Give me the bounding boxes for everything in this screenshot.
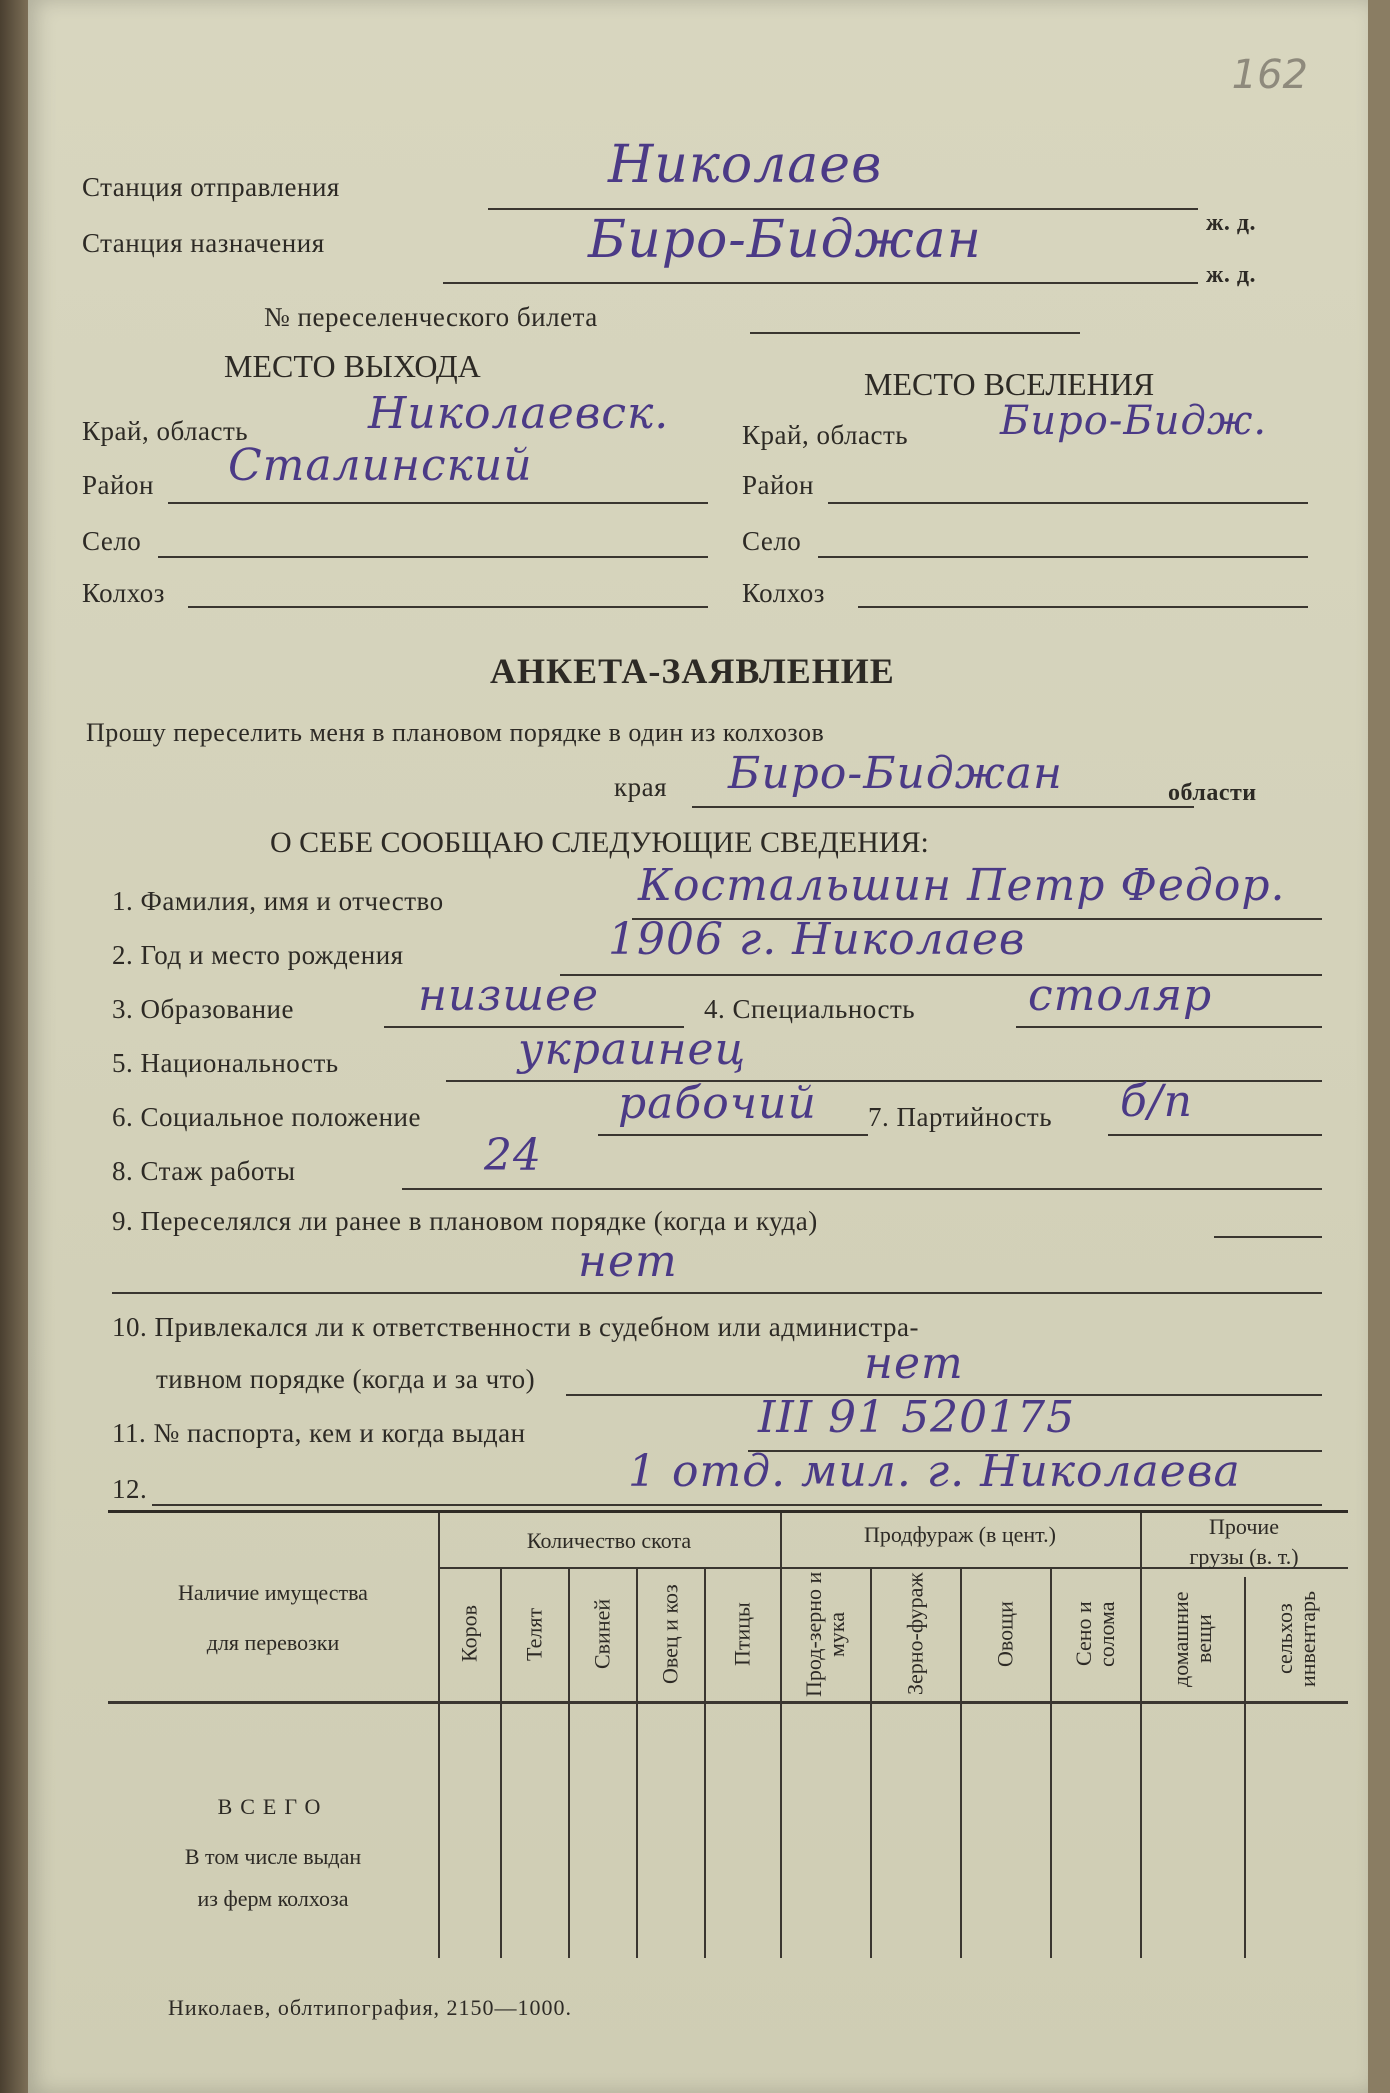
q12-line bbox=[152, 1504, 1322, 1506]
q9-value: нет bbox=[578, 1236, 678, 1287]
destination-value: Биро-Биджан bbox=[588, 210, 982, 270]
request-value: Биро-Биджан bbox=[728, 748, 1063, 799]
q10-label-line1: 10. Привлекался ли к ответственности в судебном или администра- bbox=[112, 1312, 919, 1342]
origin-region-value: Николаевск. bbox=[368, 388, 670, 439]
q6-value: рабочий bbox=[618, 1078, 817, 1129]
q6-line bbox=[598, 1134, 868, 1136]
q1-value: Костальшин Петр Федор. bbox=[638, 860, 1286, 911]
col-agri: сельхоз инвентарь bbox=[1271, 1590, 1320, 1688]
settlement-village-line bbox=[818, 556, 1308, 558]
total-label: ВСЕГО bbox=[217, 1794, 329, 1819]
q12-value: 1 отд. мил. г. Николаева bbox=[628, 1446, 1241, 1497]
print-footer: Николаев, облтипография, 2150—1000. bbox=[168, 1995, 573, 2020]
q4-value: столяр bbox=[1028, 970, 1213, 1021]
q9-label: 9. Переселялся ли ранее в плановом порядке (когда и куда) bbox=[112, 1206, 818, 1236]
q5-value: украинец bbox=[518, 1024, 747, 1075]
ticket-label: № переселенческого билета bbox=[264, 302, 598, 332]
q6-label: 6. Социальное положение bbox=[112, 1102, 421, 1132]
settlement-kolkhoz-line bbox=[858, 606, 1308, 608]
origin-heading: МЕСТО ВЫХОДА bbox=[224, 348, 481, 384]
col-calves: Телят bbox=[521, 1607, 547, 1661]
q7-value: б/п bbox=[1120, 1076, 1194, 1127]
q11-value: III 91 520175 bbox=[758, 1392, 1076, 1443]
col-birds: Птицы bbox=[729, 1602, 755, 1666]
form-title: АНКЕТА-ЗАЯВЛЕНИЕ bbox=[490, 651, 895, 691]
col-pigs: Свиней bbox=[589, 1598, 615, 1670]
origin-district-label: Район bbox=[82, 470, 154, 500]
origin-district-value: Сталинский bbox=[228, 440, 533, 491]
including-line1: В том числе выдан bbox=[184, 1844, 362, 1869]
row-label-line1: Наличие имущества bbox=[178, 1580, 368, 1605]
row-label-line2: для перевозки bbox=[206, 1630, 340, 1655]
group-other-line1: Прочие bbox=[1209, 1514, 1279, 1539]
request-oblast: области bbox=[1168, 780, 1257, 806]
q9-line-2 bbox=[112, 1292, 1322, 1294]
settlement-region-value: Биро-Бидж. bbox=[1000, 398, 1268, 444]
col-vegetables: Овощи bbox=[992, 1601, 1018, 1667]
settlement-heading: МЕСТО ВСЕЛЕНИЯ bbox=[864, 366, 1155, 402]
q7-line bbox=[1108, 1134, 1322, 1136]
group-other-line2: грузы (в. т.) bbox=[1189, 1544, 1299, 1569]
ticket-line bbox=[750, 332, 1080, 334]
request-line-1: Прошу переселить меня в плановом порядке в один из колхозов bbox=[86, 718, 825, 747]
including-line2: из ферм колхоза bbox=[197, 1886, 349, 1911]
q2-value: 1906 г. Николаев bbox=[608, 914, 1026, 965]
q3-label: 3. Образование bbox=[112, 994, 294, 1024]
page-number: 162 bbox=[1231, 52, 1308, 98]
settlement-district-line bbox=[828, 502, 1308, 504]
q2-label: 2. Год и место рождения bbox=[112, 940, 404, 970]
destination-suffix: ж. д. bbox=[1206, 262, 1257, 288]
destination-line bbox=[443, 282, 1198, 284]
settlement-kolkhoz-label: Колхоз bbox=[742, 578, 825, 608]
request-kray: края bbox=[614, 772, 668, 802]
book-binding bbox=[0, 0, 28, 2093]
q3-value: низшее bbox=[418, 970, 600, 1021]
settlement-district-label: Район bbox=[742, 470, 814, 500]
origin-kolkhoz-line bbox=[188, 606, 708, 608]
q9-line-1 bbox=[1214, 1236, 1322, 1238]
q8-label: 8. Стаж работы bbox=[112, 1156, 296, 1186]
group-livestock: Количество скота bbox=[526, 1528, 692, 1553]
col-hay: Сено и солома bbox=[1070, 1601, 1119, 1667]
q10-label-line2: тивном порядке (когда и за что) bbox=[156, 1364, 536, 1394]
settlement-region-label: Край, область bbox=[742, 420, 909, 450]
col-cows: Коров bbox=[456, 1605, 482, 1663]
col-forage: Зерно-фураж bbox=[902, 1572, 928, 1696]
section-heading: О СЕБЕ СООБЩАЮ СЛЕДУЮЩИЕ СВЕДЕНИЯ: bbox=[270, 826, 929, 859]
settlement-village-label: Село bbox=[742, 526, 802, 556]
origin-village-line bbox=[158, 556, 708, 558]
col-household: домашние вещи bbox=[1167, 1591, 1216, 1687]
q7-label: 7. Партийность bbox=[868, 1102, 1053, 1132]
origin-village-label: Село bbox=[82, 526, 142, 556]
q8-line bbox=[402, 1188, 1322, 1190]
departure-value: Николаев bbox=[608, 135, 883, 195]
group-fodder: Продфураж (в цент.) bbox=[864, 1522, 1056, 1547]
departure-label: Станция отправления bbox=[82, 172, 340, 202]
q10-value: нет bbox=[864, 1338, 964, 1389]
q11-label: 11. № паспорта, кем и когда выдан bbox=[112, 1418, 526, 1448]
origin-region-label: Край, область bbox=[82, 416, 249, 446]
col-grain: Прод-зерно и мука bbox=[800, 1571, 849, 1697]
origin-kolkhoz-label: Колхоз bbox=[82, 578, 165, 608]
q1-label: 1. Фамилия, имя и отчество bbox=[112, 886, 444, 916]
origin-district-line bbox=[168, 502, 708, 504]
q4-line bbox=[1016, 1026, 1322, 1028]
destination-label: Станция назначения bbox=[82, 228, 325, 258]
col-sheep: Овец и коз bbox=[657, 1584, 683, 1684]
q5-label: 5. Национальность bbox=[112, 1048, 339, 1078]
property-table bbox=[108, 1510, 1348, 1958]
form-page bbox=[28, 0, 1368, 2093]
q8-value: 24 bbox=[484, 1130, 542, 1181]
q12-label: 12. bbox=[112, 1474, 148, 1504]
q4-label: 4. Специальность bbox=[704, 994, 916, 1024]
request-line bbox=[692, 806, 1194, 808]
departure-suffix: ж. д. bbox=[1206, 210, 1257, 236]
